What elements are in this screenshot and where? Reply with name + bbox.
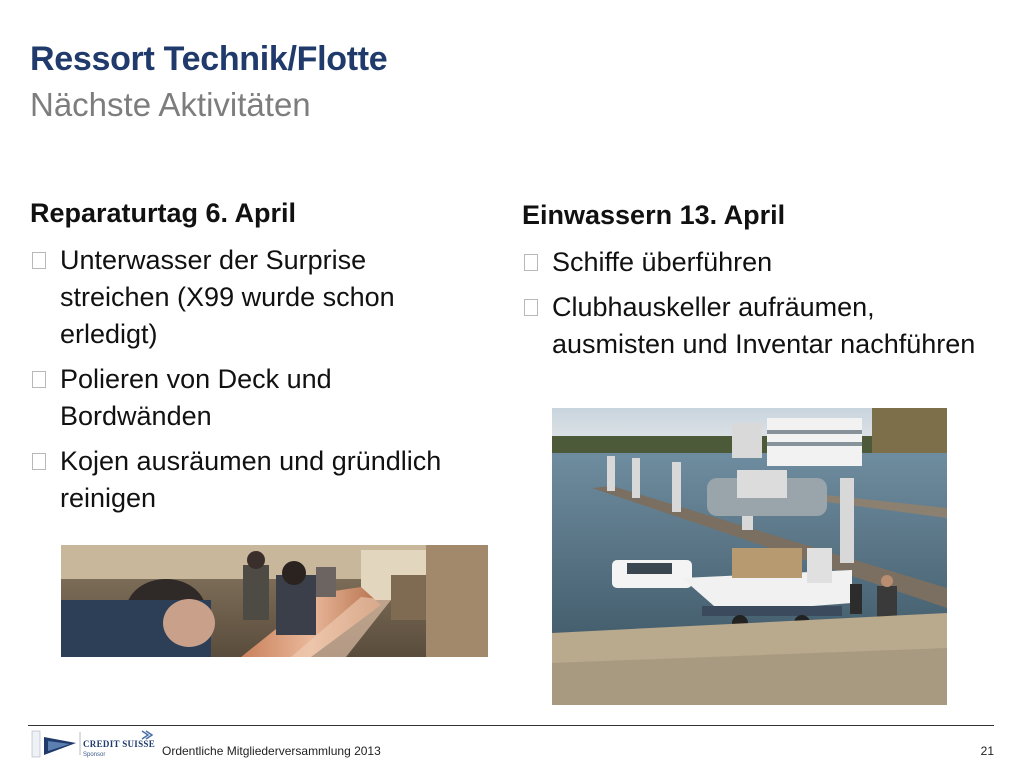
list-item [30, 361, 480, 435]
bullet-box-icon [32, 371, 46, 388]
bullet-text: Polieren von Deck und Bordwänden [60, 364, 332, 431]
slide-title: Ressort Technik/Flotte [30, 40, 388, 78]
logo-wordmark: CREDIT SUISSE [83, 739, 156, 749]
left-column-heading: Reparaturtag 6. April [30, 198, 297, 228]
footer-text: Ordentliche Mitgliederversammlung 2013 [162, 744, 381, 758]
workshop-photo [61, 545, 488, 657]
page-number: 21 [980, 744, 994, 758]
bullet-text: Unterwasser der Surprise streichen (X99 wurde schon erledigt) [60, 245, 395, 349]
bullet-box-icon [524, 299, 538, 316]
list-item [30, 443, 480, 517]
footer-divider [28, 725, 994, 726]
bullet-text: Schiffe überführen [552, 247, 773, 277]
bullet-box-icon [32, 252, 46, 269]
harbor-photo [552, 408, 947, 705]
bullet-text: Clubhauskeller aufräumen, ausmisten und Inventar nachführen [552, 292, 976, 359]
logo-sponsor-label: Sponsor [83, 752, 106, 758]
workshop-photo-image [61, 545, 488, 657]
left-column [30, 196, 480, 525]
list-item [522, 289, 982, 363]
list-item [522, 244, 982, 281]
bullet-box-icon [524, 254, 538, 271]
harbor-photo-image [552, 408, 947, 705]
left-bullet-list [30, 242, 480, 517]
list-item [30, 242, 480, 353]
slide-subtitle: Nächste Aktivitäten [30, 86, 311, 123]
right-column-heading: Einwassern 13. April [522, 200, 786, 230]
right-bullet-list [522, 244, 982, 363]
right-column [522, 198, 982, 371]
bullet-box-icon [32, 453, 46, 470]
credit-suisse-logo [30, 729, 155, 763]
bullet-text: Kojen ausräumen und gründlich reinigen [60, 446, 442, 513]
